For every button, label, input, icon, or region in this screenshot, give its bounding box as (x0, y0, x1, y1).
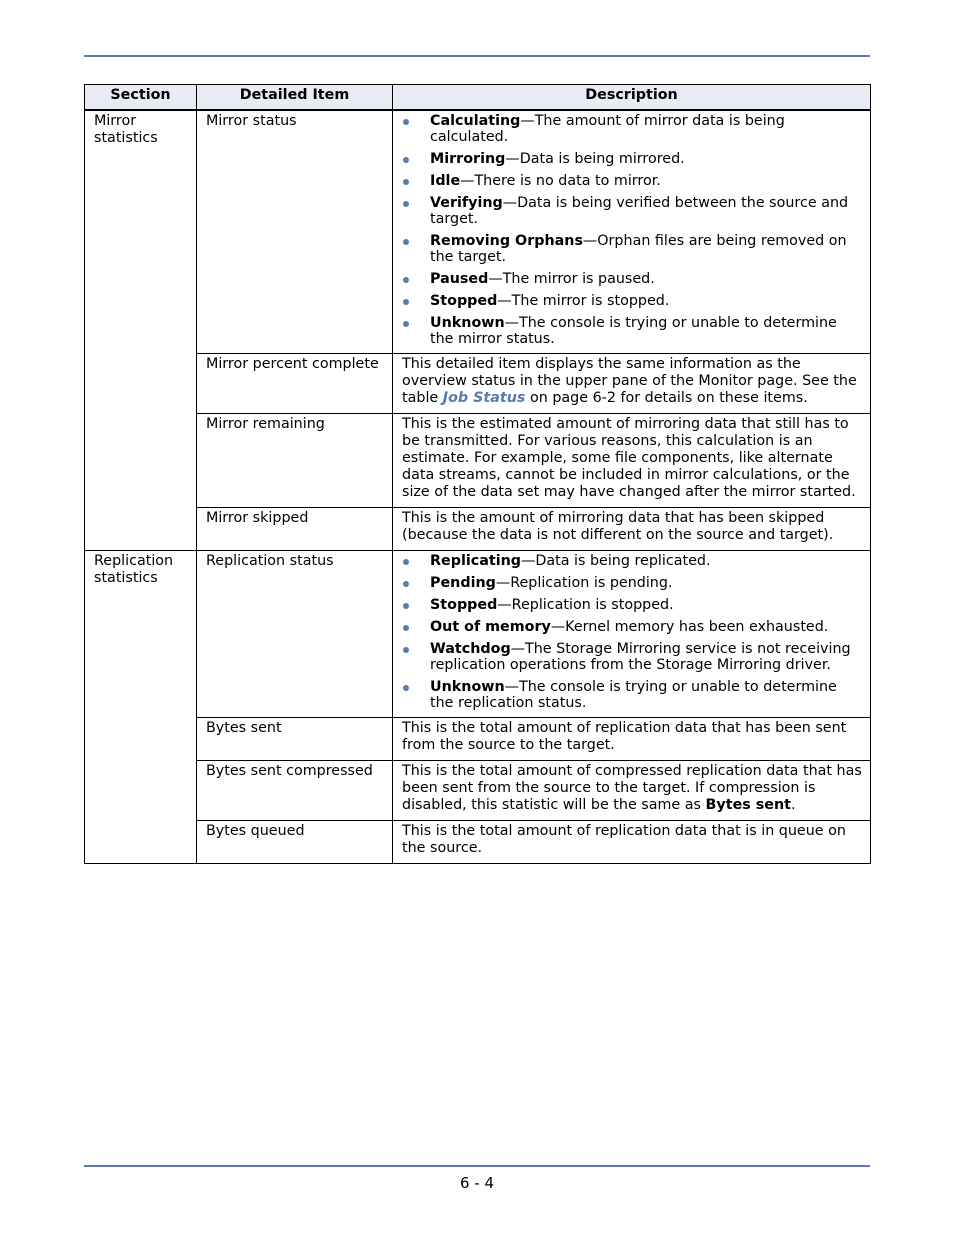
list-item: Out of memory—Kernel memory has been exhausted. (402, 619, 862, 635)
bullet-icon (403, 559, 409, 565)
desc-bytes-sent: This is the total amount of replication data that has been sent from the source to the target. (393, 718, 871, 761)
item-bytes-sent: Bytes sent (197, 718, 393, 761)
bullet-icon (403, 685, 409, 691)
bullet-icon (403, 625, 409, 631)
bullet-icon (403, 321, 409, 327)
item-mirror-skipped: Mirror skipped (197, 508, 393, 551)
bullet-icon (403, 201, 409, 207)
bullet-icon (403, 299, 409, 305)
list-item: Calculating—The amount of mirror data is being calculated. (402, 113, 862, 145)
job-status-link[interactable]: Job Status (442, 390, 526, 406)
header-rule (84, 55, 870, 57)
desc-mirror-percent-complete: This detailed item displays the same information as the overview status in the upper pane of the Monitor page. See the table Job Status on page 6-2 for details on these items. (393, 354, 871, 414)
desc-replication-status (393, 551, 871, 718)
column-header-detailed-item: Detailed Item (197, 85, 393, 111)
section-mirror-statistics: Mirror statistics (85, 110, 197, 551)
item-mirror-status: Mirror status (197, 110, 393, 354)
list-item: Replicating—Data is being replicated. (402, 553, 862, 569)
desc-mirror-skipped: This is the amount of mirroring data that has been skipped (because the data is not different on the source and target). (393, 508, 871, 551)
table-row (85, 110, 871, 354)
list-item: Verifying—Data is being verified between the source and target. (402, 195, 862, 227)
bullet-icon (403, 647, 409, 653)
table-row (85, 354, 871, 414)
replication-status-list (402, 553, 862, 711)
table-row (85, 718, 871, 761)
desc-mirror-remaining: This is the estimated amount of mirroring data that still has to be transmitted. For various reasons, this calculation is an estimate. For example, some file components, like alternate data streams, cannot be included in mirror calculations, or the size of the data set may have changed after the mirror started. (393, 414, 871, 508)
table-row (85, 414, 871, 508)
list-item: Unknown—The console is trying or unable to determine the mirror status. (402, 315, 862, 347)
column-header-section: Section (85, 85, 197, 111)
bullet-icon (403, 277, 409, 283)
page-number: 6 - 4 (459, 1174, 495, 1192)
bullet-icon (403, 119, 409, 125)
footer-rule (84, 1165, 870, 1167)
list-item: Unknown—The console is trying or unable to determine the replication status. (402, 679, 862, 711)
item-bytes-queued: Bytes queued (197, 821, 393, 864)
list-item: Idle—There is no data to mirror. (402, 173, 862, 189)
desc-bytes-queued: This is the total amount of replication data that is in queue on the source. (393, 821, 871, 864)
desc-mirror-status (393, 110, 871, 354)
list-item: Pending—Replication is pending. (402, 575, 862, 591)
table-row (85, 508, 871, 551)
list-item: Mirroring—Data is being mirrored. (402, 151, 862, 167)
table-row (85, 761, 871, 821)
bullet-icon (403, 239, 409, 245)
item-replication-status: Replication status (197, 551, 393, 718)
table-row (85, 821, 871, 864)
list-item: Stopped—The mirror is stopped. (402, 293, 862, 309)
item-mirror-remaining: Mirror remaining (197, 414, 393, 508)
bullet-icon (403, 581, 409, 587)
bullet-icon (403, 157, 409, 163)
section-replication-statistics: Replication statistics (85, 551, 197, 864)
mirror-status-list (402, 113, 862, 347)
statistics-table (84, 84, 871, 864)
list-item: Removing Orphans—Orphan files are being removed on the target. (402, 233, 862, 265)
item-bytes-sent-compressed: Bytes sent compressed (197, 761, 393, 821)
bullet-icon (403, 179, 409, 185)
item-mirror-percent-complete: Mirror percent complete (197, 354, 393, 414)
column-header-description: Description (393, 85, 871, 111)
desc-bytes-sent-compressed: This is the total amount of compressed replication data that has been sent from the source to the target. If compression is disabled, this statistic will be the same as Bytes sent. (393, 761, 871, 821)
table-row (85, 551, 871, 718)
list-item: Paused—The mirror is paused. (402, 271, 862, 287)
list-item: Watchdog—The Storage Mirroring service is not receiving replication operations from the Storage Mirroring driver. (402, 641, 862, 673)
list-item: Stopped—Replication is stopped. (402, 597, 862, 613)
bullet-icon (403, 603, 409, 609)
table-header-row (85, 85, 871, 111)
